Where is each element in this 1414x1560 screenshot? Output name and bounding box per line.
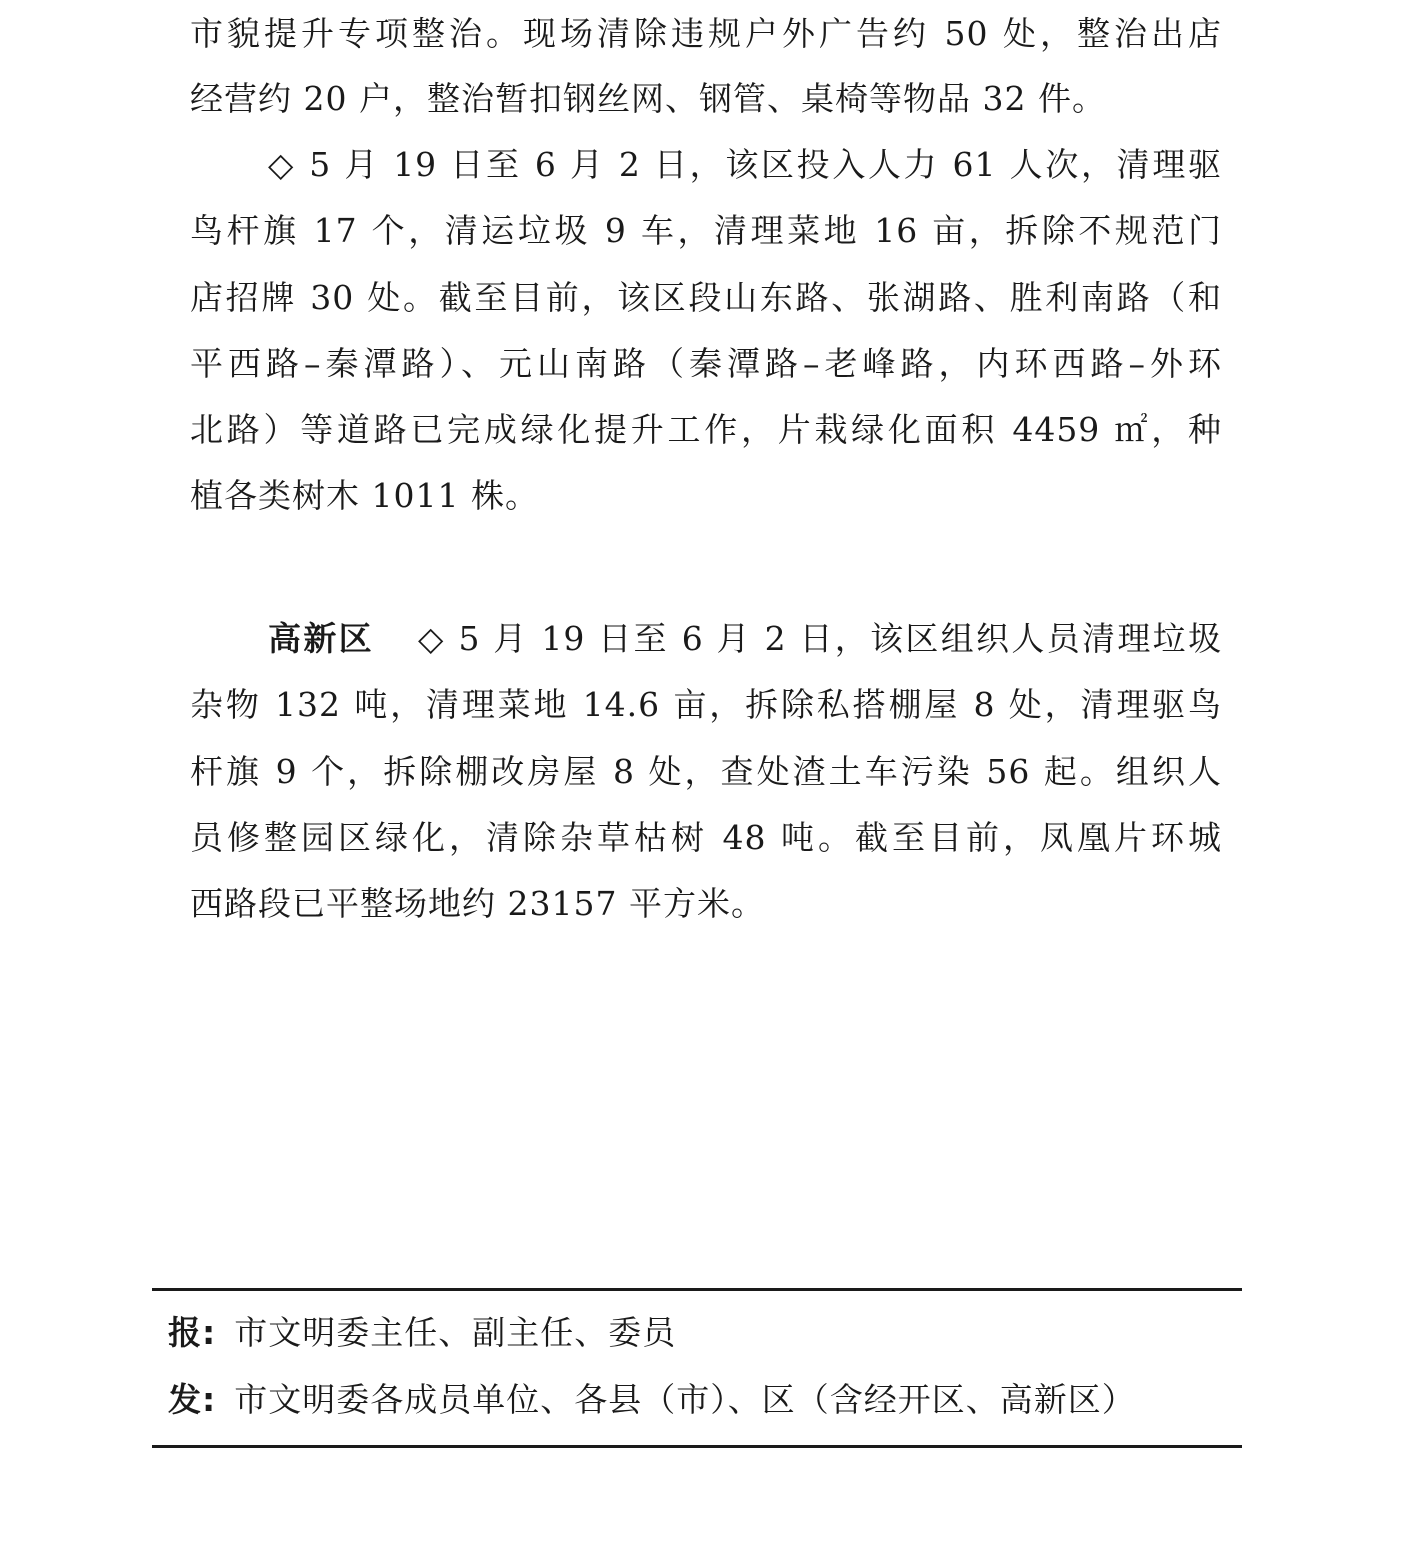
paragraph-line: 经营约 20 户，整治暂扣钢丝网、钢管、桌椅等物品 32 件。 [190, 79, 1106, 118]
paragraph-line: 西路段已平整场地约 23157 平方米。 [190, 884, 765, 923]
paragraph-line: 杆旗 9 个，拆除棚改房屋 8 处，查处渣土车污染 56 起。组织人 [190, 752, 1222, 791]
paragraph-line: 北路）等道路已完成绿化提升工作，片栽绿化面积 4459 ㎡，种 [190, 410, 1222, 449]
send-row [168, 1378, 1238, 1422]
send-label: 发: [168, 1380, 217, 1419]
paragraph-line: 员修整园区绿化，清除杂草枯树 48 吨。截至目前，凤凰片环城 [190, 818, 1222, 857]
send-text: 市文明委各成员单位、各县（市）、区（含经开区、高新区） [234, 1380, 1136, 1419]
paragraph-line: 店招牌 30 处。截至目前，该区段山东路、张湖路、胜利南路（和 [190, 278, 1222, 317]
report-label: 报: [168, 1313, 217, 1352]
top-divider [152, 1288, 1242, 1291]
paragraph-line: 鸟杆旗 17 个，清运垃圾 9 车，清理菜地 16 亩，拆除不规范门 [190, 211, 1222, 250]
district-title: 高新区 [268, 619, 374, 658]
district-paragraph-first-line [268, 617, 1222, 661]
paragraph-line: 植各类树木 1011 株。 [190, 476, 539, 515]
paragraph-line: 市貌提升专项整治。现场清除违规户外广告约 50 处，整治出店 [190, 14, 1222, 53]
report-text: 市文明委主任、副主任、委员 [234, 1313, 677, 1352]
paragraph-line: 平西路–秦潭路）、元山南路（秦潭路–老峰路，内环西路–外环 [190, 344, 1222, 383]
report-row [168, 1311, 1238, 1355]
paragraph-line: 杂物 132 吨，清理菜地 14.6 亩，拆除私搭棚屋 8 处，清理驱鸟 [190, 685, 1222, 724]
paragraph-text: ◇ 5 月 19 日至 6 月 2 日，该区组织人员清理垃圾 [417, 619, 1222, 658]
paragraph-line: ◇ 5 月 19 日至 6 月 2 日，该区投入人力 61 人次，清理驱 [268, 145, 1222, 184]
bottom-divider [152, 1445, 1242, 1448]
